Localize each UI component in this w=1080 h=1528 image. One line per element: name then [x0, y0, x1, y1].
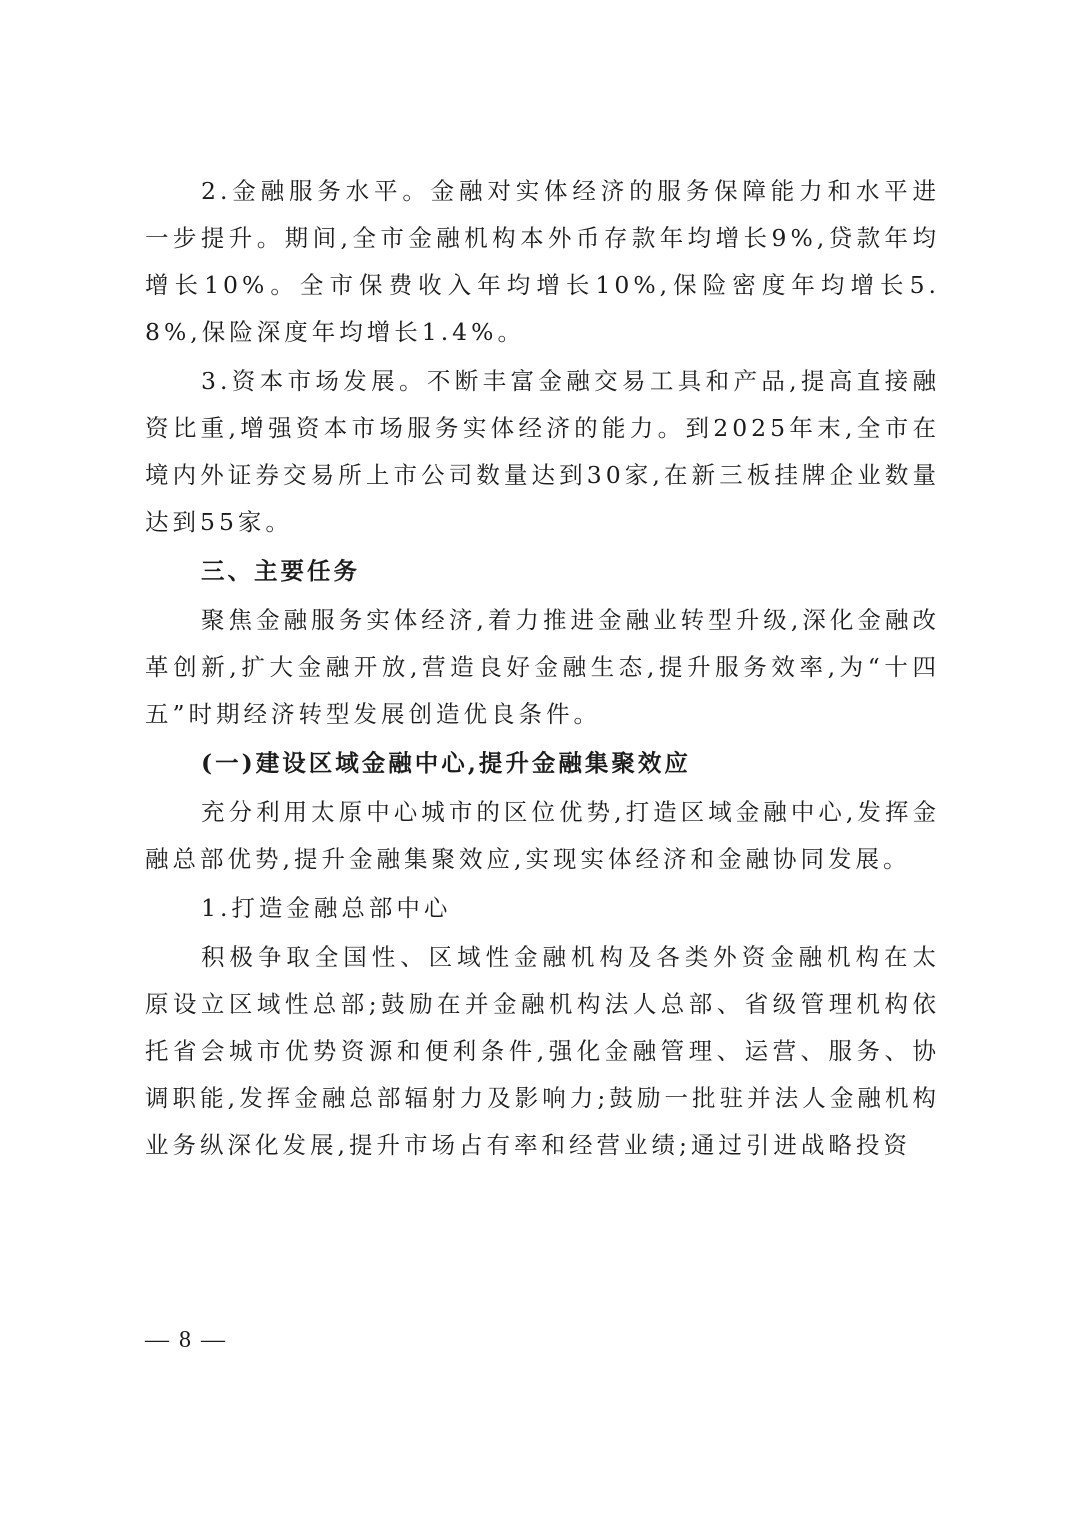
document-body [145, 168, 940, 1171]
item-heading-headquarters: 1.打造金融总部中心 [201, 894, 452, 922]
paragraph-main-tasks-intro: 聚焦金融服务实体经济,着力推进金融业转型升级,深化金融改革创新,扩大金融开放,营造良好金融生态,提升服务效率,为“十四五”时期经济转型发展创造优良条件。 [145, 606, 940, 728]
paragraph-regional-center: 充分利用太原中心城市的区位优势,打造区域金融中心,发挥金融总部优势,提升金融集聚效应,实现实体经济和金融协同发展。 [145, 798, 940, 873]
page-number: — 8 — [145, 1327, 227, 1353]
section-heading-main-tasks: 三、主要任务 [201, 557, 360, 585]
paragraph-capital-market: 3.资本市场发展。不断丰富金融交易工具和产品,提高直接融资比重,增强资本市场服务实体经济的能力。到2025年末,全市在境内外证券交易所上市公司数量达到30家,在新三板挂牌企业数量达到55家。 [145, 367, 940, 536]
paragraph-headquarters: 积极争取全国性、区域性金融机构及各类外资金融机构在太原设立区域性总部;鼓励在并金融机构法人总部、省级管理机构依托省会城市优势资源和便利条件,强化金融管理、运营、服务、协调职能,发挥金融总部辐射力及影响力;鼓励一批驻并法人金融机构业务纵深化发展,提升市场占有率和经营业绩;通过引进战略投资 [145, 943, 940, 1159]
paragraph-financial-service-level: 2.金融服务水平。金融对实体经济的服务保障能力和水平进一步提升。期间,全市金融机构本外币存款年均增长9%,贷款年均增长10%。全市保费收入年均增长10%,保险密度年均增长5.8%,保险深度年均增长1.4%。 [145, 177, 940, 346]
subsection-heading-regional-center: (一)建设区域金融中心,提升金融集聚效应 [201, 749, 691, 777]
